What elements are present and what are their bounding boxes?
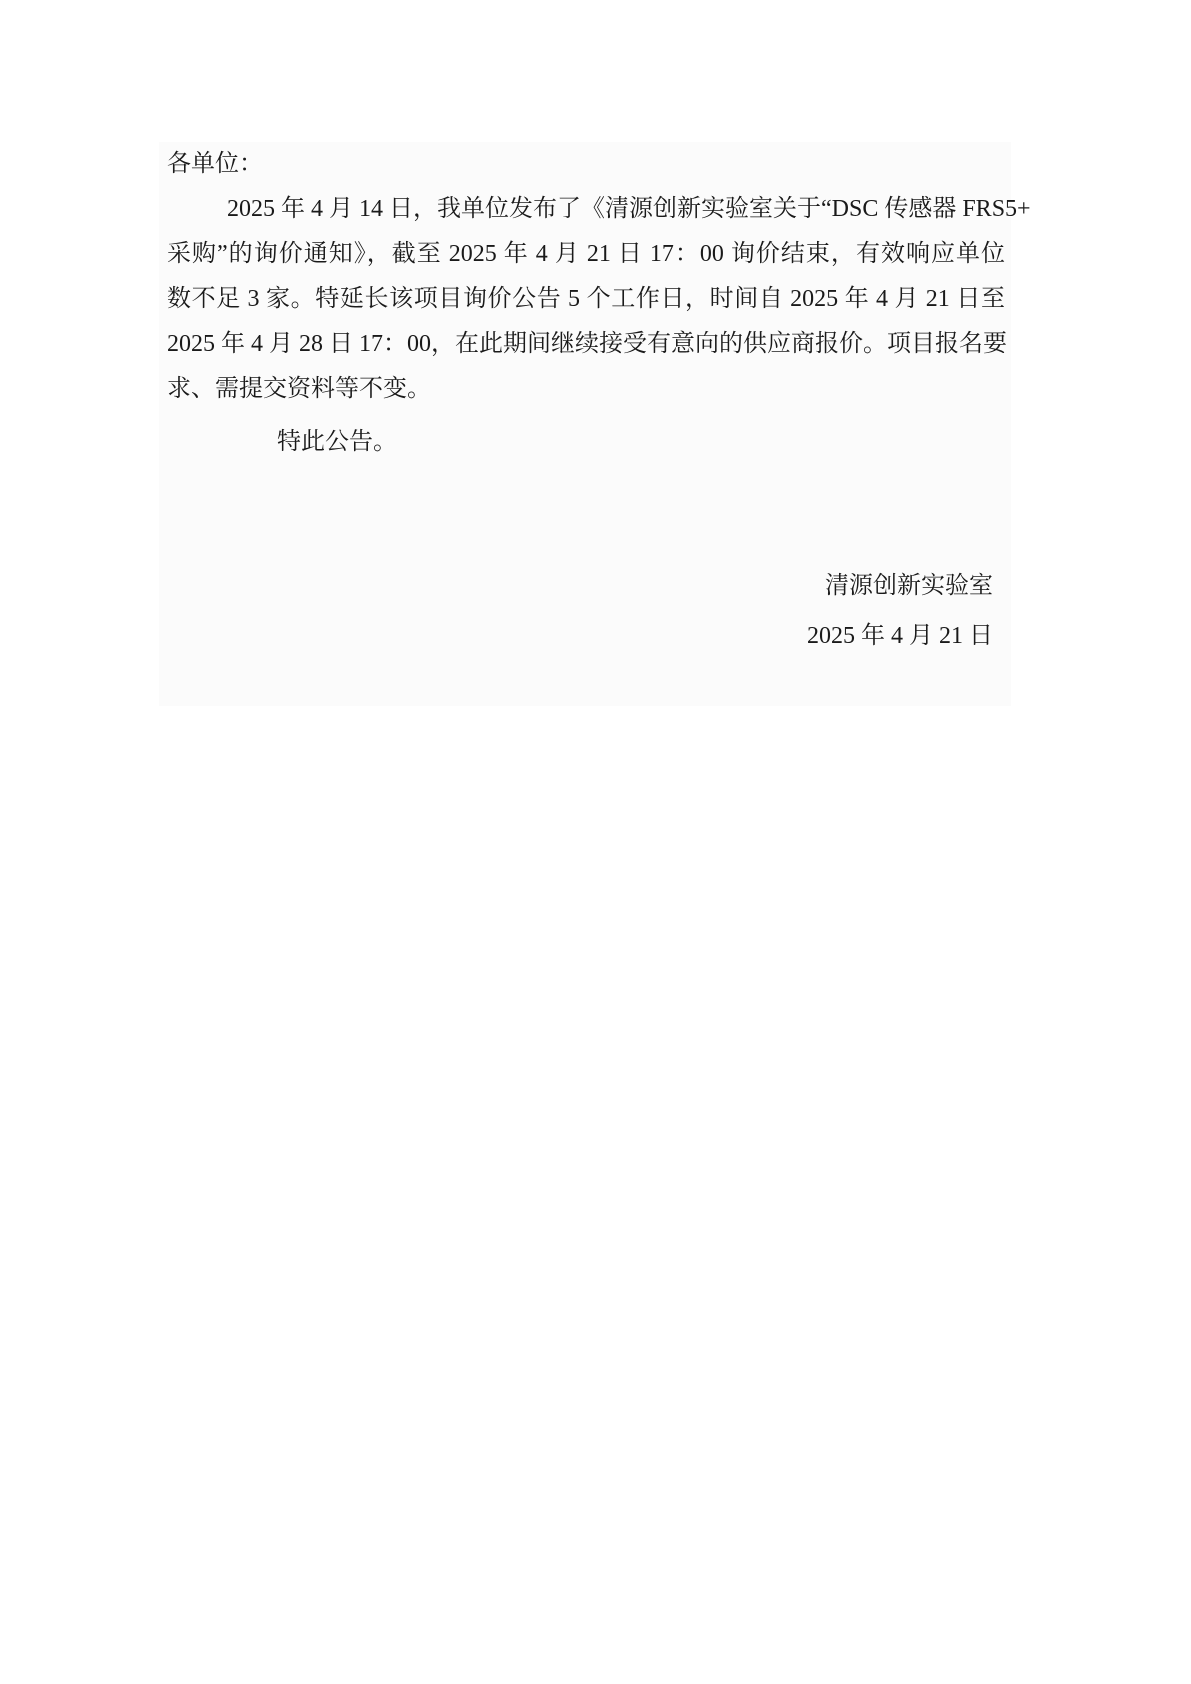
signature-block — [167, 561, 1005, 661]
signature-organization: 清源创新实验室 — [825, 573, 993, 599]
body-line-4: 2025 年 4 月 28 日 17：00，在此期间继续接受有意向的供应商报价。项目报名要 — [167, 331, 1007, 357]
closing-statement: 特此公告。 — [277, 429, 397, 455]
signature-date: 2025 年 4 月 21 日 — [807, 623, 993, 649]
body-line-2: 采购”的询价通知》，截至 2025 年 4 月 21 日 17：00 询价结束，有效响应单位 — [167, 241, 1005, 267]
body-line-3: 数不足 3 家。特延长该项目询价公告 5 个工作日，时间自 2025 年 4 月 21 日至 — [167, 286, 1005, 312]
body-line-5: 求、需提交资料等不变。 — [167, 376, 431, 402]
body-line-1: 2025 年 4 月 14 日，我单位发布了《清源创新实验室关于“DSC 传感器 FRS5+ — [227, 196, 1031, 222]
announcement-content — [159, 142, 1031, 706]
salutation: 各单位： — [167, 151, 263, 177]
